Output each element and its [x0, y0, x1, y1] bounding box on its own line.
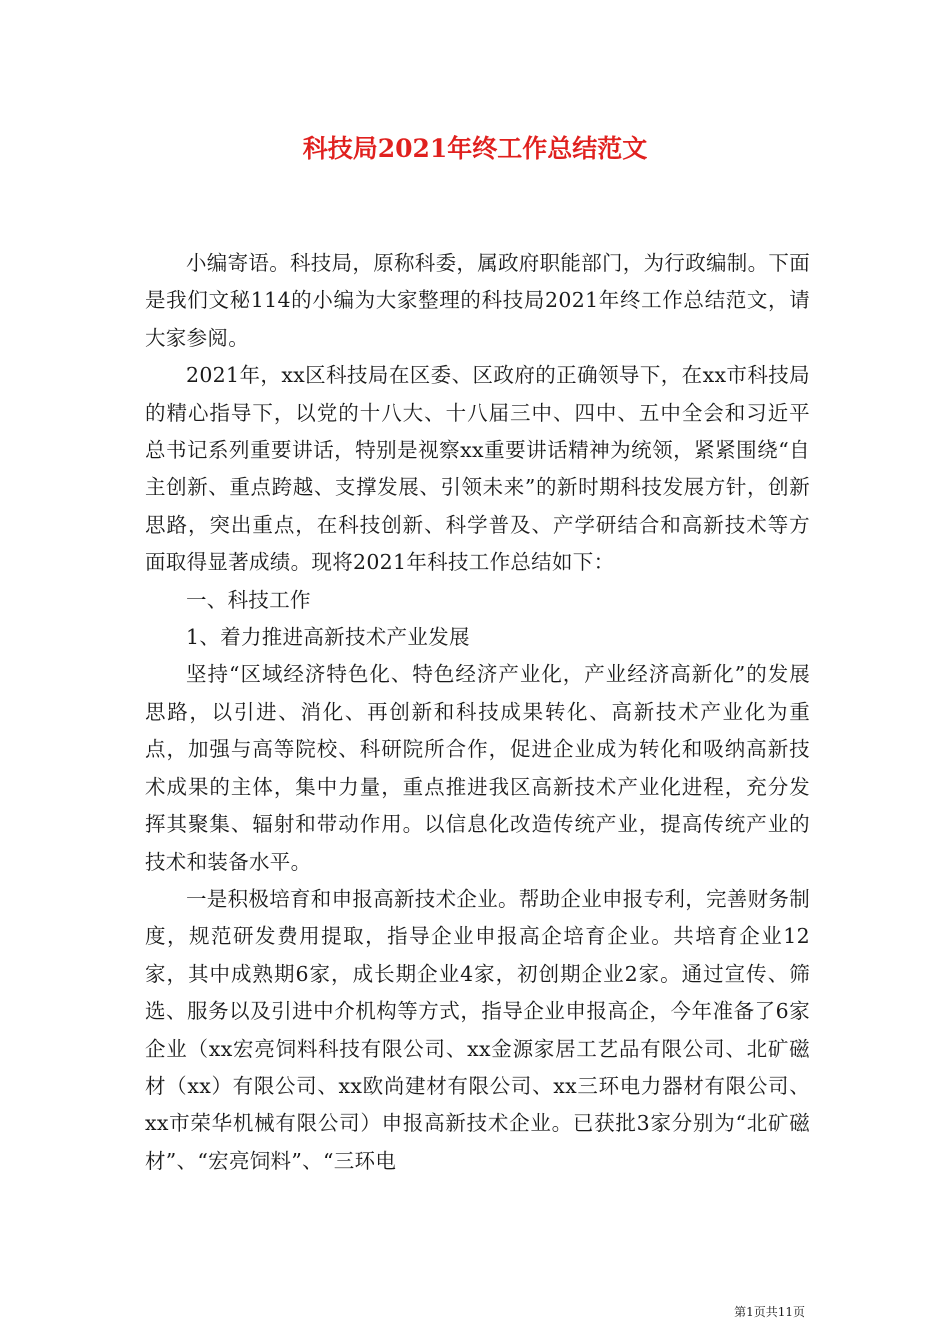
document-body: [145, 245, 810, 1180]
paragraph-overview: 2021年，xx区科技局在区委、区政府的正确领导下，在xx市科技局的精心指导下，以党的十八大、十八届三中、四中、五中全会和习近平总书记系列重要讲话，特别是视察xx重要讲话精神为统领，紧紧围绕“自主创新、重点跨越、支撑发展、引领未来”的新时期科技发展方针，创新思路，突出重点，在科技创新、科学普及、产学研结合和高新技术等方面取得显著成绩。现将2021年科技工作总结如下：: [145, 363, 810, 575]
document-title: 科技局2021年终工作总结范文: [302, 134, 648, 163]
page-number-footer: 第1页共11页: [734, 1305, 805, 1319]
paragraph-development: 坚持“区域经济特色化、特色经济产业化，产业经济高新化”的发展思路，以引进、消化、再创新和科技成果转化、高新技术产业化为重点，加强与高等院校、科研院所合作，促进企业成为转化和吸纳高新技术成果的主体，集中力量，重点推进我区高新技术产业化进程，充分发挥其聚集、辐射和带动作用。以信息化改造传统产业，提高传统产业的技术和装备水平。: [145, 662, 810, 874]
paragraph-intro: 小编寄语。科技局，原称科委，属政府职能部门，为行政编制。下面是我们文秘114的小编为大家整理的科技局2021年终工作总结范文，请大家参阅。: [145, 251, 810, 350]
paragraph-enterprises: 一是积极培育和申报高新技术企业。帮助企业申报专利，完善财务制度，规范研发费用提取，指导企业申报高企培育企业。共培育企业12家，其中成熟期6家，成长期企业4家，初创期企业2家。通过宣传、筛选、服务以及引进中介机构等方式，指导企业申报高企，今年准备了6家企业（xx宏亮饲料科技有限公司、xx金源家居工艺品有限公司、北矿磁材（xx）有限公司、xx欧尚建材有限公司、xx三环电力器材有限公司、xx市荣华机械有限公司）申报高新技术企业。已获批3家分别为“北矿磁材”、“宏亮饲料”、“三环电: [145, 886, 810, 1173]
section-heading-1: 一、科技工作: [186, 587, 311, 612]
subsection-heading-1: 1、着力推进高新技术产业发展: [186, 625, 470, 650]
